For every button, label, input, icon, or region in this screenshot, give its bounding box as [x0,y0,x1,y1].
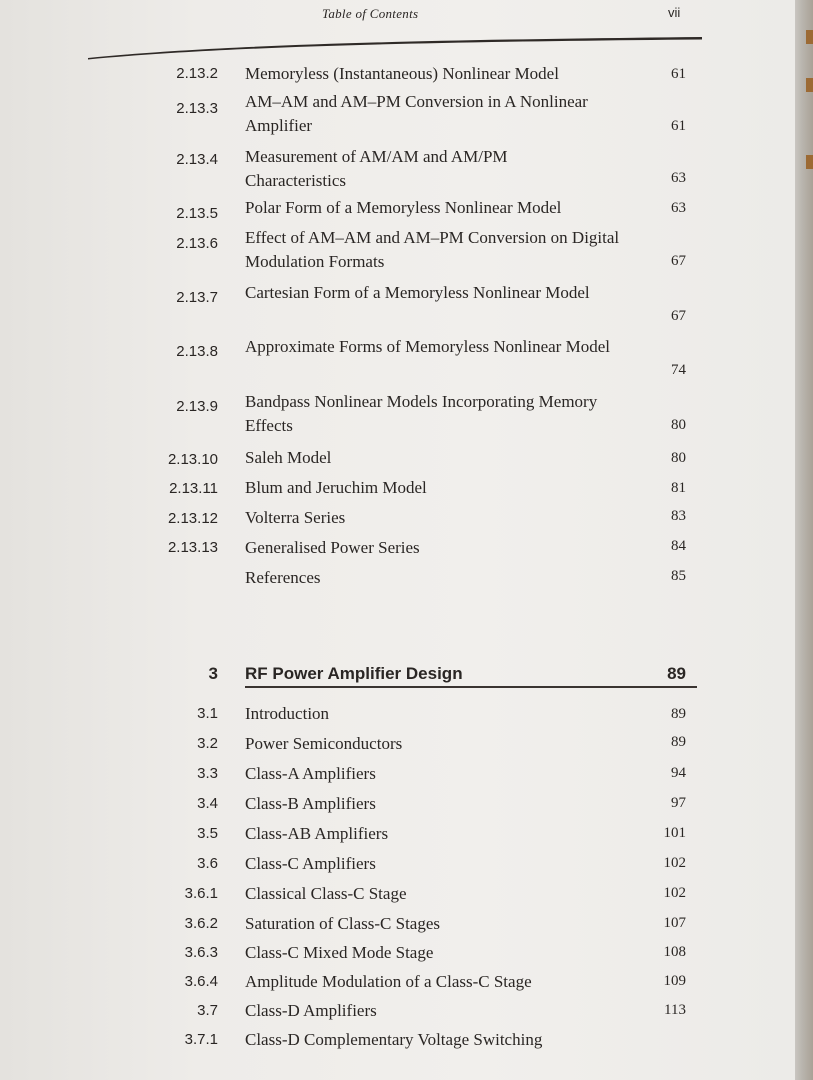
entry-page: 63 [671,200,686,216]
entry-page: 80 [671,417,686,433]
entry-page: 80 [671,450,686,466]
entry-title: Class-C Mixed Mode Stage [245,943,434,962]
entry-page: 97 [671,795,686,811]
entry-number: 3.7 [197,1002,218,1019]
entry-title: Polar Form of a Memoryless Nonlinear Model [245,198,562,217]
entry-title: Class-A Amplifiers [245,764,376,783]
entry-number: 3.5 [197,825,218,842]
entry-number: 2.13.10 [167,451,218,468]
entry-number: 3.4 [197,795,218,812]
entry-number: 3.3 [197,765,218,782]
entry-title: Class-AB Amplifiers [245,824,389,843]
entry-title: Saleh Model [245,448,332,467]
entry-number: 3.6.2 [184,915,218,932]
entry-title: Measurement of AM/AM and AM/PM Characteristics [245,147,508,190]
entry-number: 2.13.4 [176,151,218,168]
entry-title: Generalised Power Series [245,538,420,557]
entry-number: 3.6.3 [184,944,218,961]
entry-page: 84 [671,538,686,554]
entry-title: Blum and Jeruchim Model [245,478,427,497]
entry-page: 102 [663,885,686,901]
entry-title: Saturation of Class-C Stages [245,914,441,933]
entry-number: 3.1 [197,705,218,722]
chapter-page: 89 [667,664,686,683]
entry-title: Memoryless (Instantaneous) Nonlinear Model [245,64,559,83]
entry-title: Volterra Series [245,508,346,527]
entry-title: AM–AM and AM–PM Conversion in A Nonlinear Amplifier [245,92,588,135]
entry-title: Classical Class-C Stage [245,884,407,903]
entry-page: 102 [663,855,686,871]
entry-number: 3.6.1 [184,885,218,902]
entry-title: Approximate Forms of Memoryless Nonlinear Model [245,337,610,356]
chapter-title: RF Power Amplifier Design [245,664,463,683]
entry-page: 89 [671,734,686,750]
chapter-rule [245,686,697,688]
entry-page: 108 [663,944,686,960]
entry-page: 113 [664,1002,686,1018]
entry-title: Amplitude Modulation of a Class-C Stage [245,972,532,991]
entry-number: 2.13.2 [176,65,218,82]
entry-page: 83 [671,508,686,524]
entry-number: 2.13.3 [176,100,218,117]
entry-number: 2.13.6 [176,235,218,252]
entry-page: 109 [663,973,686,989]
entry-page: 94 [671,765,686,781]
entry-page: 74 [671,362,686,378]
entry-title: Class-D Amplifiers [245,1001,377,1020]
entry-page: 67 [671,253,686,269]
tab-marker [806,155,813,169]
tab-marker [806,78,813,92]
entry-number: 2.13.11 [169,480,218,497]
entry-page: 81 [671,480,686,496]
entry-number: 3.2 [197,735,218,752]
chapter-number: 3 [208,664,218,683]
entry-title: Class-B Amplifiers [245,794,376,813]
entry-page: 85 [671,568,686,584]
entry-title: Cartesian Form of a Memoryless Nonlinear Model [245,283,590,302]
entry-page: 61 [671,66,686,82]
entry-number: 3.7.1 [184,1031,218,1048]
running-title: Table of Contents [322,6,419,21]
entry-number: 2.13.13 [167,539,218,556]
entry-page: 107 [663,915,686,931]
entry-number: 2.13.7 [176,289,218,306]
entry-number: 2.13.12 [167,510,218,527]
entry-title: Effect of AM–AM and AM–PM Conversion on Digital Modulation Formats [245,228,620,271]
entry-title: Bandpass Nonlinear Models Incorporating Memory Effects [245,392,598,435]
header-rule [88,22,702,62]
entry-number: 3.6.4 [184,973,218,990]
entry-title: Power Semiconductors [245,734,403,753]
entry-number: 2.13.5 [176,205,218,222]
entry-number: 2.13.8 [176,343,218,360]
entry-title: Class-D Complementary Voltage Switching [245,1030,543,1049]
page-number: vii [668,5,681,20]
entry-page: 61 [671,118,686,134]
entry-title: References [245,568,321,587]
entry-page: 101 [663,825,686,841]
entry-number: 3.6 [197,855,218,872]
entry-page: 63 [671,170,686,186]
entry-number: 2.13.9 [176,398,218,415]
entry-page: 67 [671,308,686,324]
tab-marker [806,30,813,44]
entry-title: Class-C Amplifiers [245,854,376,873]
entry-title: Introduction [245,704,330,723]
entry-page: 89 [671,706,686,722]
